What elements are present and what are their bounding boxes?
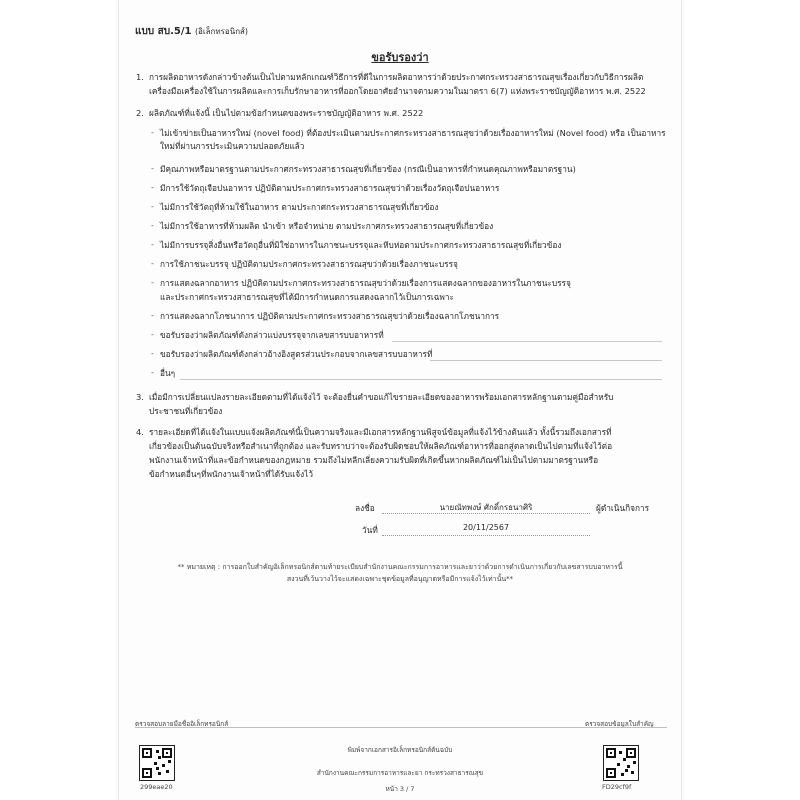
sign-date: 20/11/2567 <box>382 523 590 536</box>
form-number-text: แบบ สบ.5/1 <box>135 26 192 37</box>
item2-number: 2. <box>136 108 144 118</box>
bullet-dash: - <box>151 330 154 339</box>
item3-line1: เมื่อมีการเปลี่ยนแปลงรายละเอียดตามที่ได้แจ้งไว้ จะต้องยื่นคำขอแก้ไขรายละเอียดของอาหารพร้อมเอกสารหลักฐานตามคู่มือสำหรับ <box>149 392 614 402</box>
bullet-8-line2: และประกาศกระทรวงสาธารณสุขที่ได้มีการกำหนดการแสดงฉลากไว้เป็นการเฉพาะ <box>160 292 454 302</box>
item4-number: 4. <box>136 427 144 437</box>
note-line1: ** หมายเหตุ : การออกใบสำคัญอิเล็กทรอนิกส์ตามท้ายระเบียบสำนักงานคณะกรรมการอาหารและยาว่าด้วยการดำเนินการเกี่ยวกับเลขสารบบอาหารนี้ <box>177 563 623 571</box>
bullet-dash: - <box>151 368 154 377</box>
document-qr-code[interactable] <box>603 745 639 781</box>
bullet-dash: - <box>151 221 154 230</box>
bullet-dash: - <box>151 128 154 137</box>
footer-page-number: หน้า 3 / 7 <box>385 785 415 793</box>
note-line2: สงวนที่เว้นวางไว้จะแสดงเฉพาะชุดข้อมูลที่อนุญาตหรือมีการแจ้งไว้เท่านั้น** <box>286 575 514 583</box>
item4-line2: เกี่ยวข้องเป็นต้นฉบับจริงหรือสำเนาที่ถูกต้อง และรับทราบว่าจะต้องรับผิดชอบให้ผลิตภัณฑ์อาหารที่ออกสู่ตลาดเป็นไปตามที่แจ้งไว้ต่อ <box>149 441 613 451</box>
bullet-dash: - <box>151 202 154 211</box>
bullet-dash: - <box>151 349 154 358</box>
signer-name: นายณัทพงษ์ ศักดิ์กรธนาศิริ <box>382 501 590 514</box>
bullet-dash: - <box>151 259 154 268</box>
bullet-3: มีการใช้วัตถุเจือปนอาหาร ปฏิบัติตามประกาศกระทรวงสาธารณสุขว่าด้วยเรื่องวัตถุเจือปนอาหาร <box>160 183 500 193</box>
signature-qr-code-id: 299eae20 <box>140 783 173 791</box>
item4-line1: รายละเอียดที่ได้แจ้งในแบบแจ้งผลิตภัณฑ์นี้เป็นความจริงและมีเอกสารหลักฐานพิสูจน์ข้อมูลที่แจ้งไว้ข้างต้นแล้ว ทั้งนี้รวมถึงเอกสารที่ <box>149 427 612 437</box>
footer-divider <box>135 727 667 728</box>
item2-text: ผลิตภัณฑ์ที่แจ้งนี้ เป็นไปตามข้อกำหนดของพระราชบัญญัติอาหาร พ.ศ. 2522 <box>149 108 424 118</box>
bullet-2: มีคุณภาพหรือมาตรฐานตามประกาศกระทรวงสาธารณสุขที่เกี่ยวข้อง (กรณีเป็นอาหารที่กำหนดคุณภาพหรือมาตรฐาน) <box>160 164 576 174</box>
footer-agency: สำนักงานคณะกรรมการอาหารและยา กระทรวงสาธารณสุข <box>316 769 484 777</box>
bullet-4: ไม่มีการใช้วัตถุที่ห้ามใช้ในอาหาร ตามประกาศกระทรวงสาธารณสุขที่เกี่ยวข้อง <box>160 202 439 212</box>
bullet-5: ไม่มีการใช้อาหารที่ห้ามผลิต นำเข้า หรือจำหน่าย ตามประกาศกระทรวงสาธารณสุขที่เกี่ยวข้อง <box>160 221 494 231</box>
date-label: วันที่ <box>362 525 378 535</box>
page-title: ขอรับรองว่า <box>371 51 429 64</box>
footer-document-check-label: ตรวจสอบข้อมูลใบสำคัญ <box>585 720 654 728</box>
bullet-dash: - <box>151 164 154 173</box>
item3-line2: ประชาชนที่เกี่ยวข้อง <box>149 406 223 416</box>
other-blank-line <box>180 379 662 380</box>
bullet-12: อื่นๆ <box>160 368 176 378</box>
footer-signature-check-label: ตรวจสอบลายมือชื่ออิเล็กทรอนิกส์ <box>135 720 229 728</box>
bullet-dash: - <box>151 278 154 287</box>
signature-qr-code[interactable] <box>139 745 175 781</box>
item3-number: 3. <box>136 392 144 402</box>
bullet-1-line1: ไม่เข้าข่ายเป็นอาหารใหม่ (novel food) ที่ต้องประเมินตามประกาศกระทรวงสาธารณสุขว่าด้วยเรื่องอาหารใหม่ (Novel food) หรือ เป็นอาหาร <box>160 128 666 138</box>
form-number <box>135 24 248 39</box>
signer-role: ผู้ดำเนินกิจการ <box>596 503 650 513</box>
bullet-1-line2: ใหม่ที่ผ่านการประเมินความปลอดภัยแล้ว <box>160 141 305 151</box>
food-serial-blank-line <box>392 341 662 342</box>
bullet-dash: - <box>151 311 154 320</box>
bullet-7: การใช้ภาชนะบรรจุ ปฏิบัติตามประกาศกระทรวงสาธารณสุขว่าด้วยเรื่องภาชนะบรรจุ <box>160 259 458 269</box>
bullet-dash: - <box>151 240 154 249</box>
item1-line2: เครื่องมือเครื่องใช้ในการผลิตและการเก็บรักษาอาหารที่ออกโดยอาศัยอำนาจตามความในมาตรา 6(7) แห่งพระราชบัญญัติอาหาร พ.ศ. 2522 <box>149 86 646 96</box>
bullet-dash: - <box>151 183 154 192</box>
formula-serial-blank-line <box>430 360 662 361</box>
bullet-10: ขอรับรองว่าผลิตภัณฑ์ดังกล่าวแบ่งบรรจุจากเลขสารบบอาหารที่ <box>160 330 384 340</box>
form-number-sub: (อิเล็กทรอนิกส์) <box>194 27 249 36</box>
item4-line3: พนักงานเจ้าหน้าที่และข้อกำหนดของกฎหมาย รวมถึงไม่หลีกเลี่ยงความรับผิดที่เกิดขึ้นหากผลิตภัณฑ์ไม่เป็นไปตามมาตรฐานหรือ <box>149 455 599 465</box>
bullet-6: ไม่มีการบรรจุสิ่งอื่นหรือวัตถุอื่นที่มิใช่อาหารในภาชนะบรรจุและหีบห่อตามประกาศกระทรวงสาธารณสุขที่เกี่ยวข้อง <box>160 240 562 250</box>
bullet-9: การแสดงฉลากโภชนาการ ปฏิบัติตามประกาศกระทรวงสาธารณสุขว่าด้วยเรื่องฉลากโภชนาการ <box>160 311 500 321</box>
document-qr-code-id: FD29cf9f <box>602 783 632 791</box>
item4-line4: ข้อกำหนดอื่นๆที่พนักงานเจ้าหน้าที่ได้รับแจ้งไว้ <box>149 469 313 479</box>
item1-number: 1. <box>136 72 144 82</box>
sign-label: ลงชื่อ <box>355 503 375 513</box>
bullet-8-line1: การแสดงฉลากอาหาร ปฏิบัติตามประกาศกระทรวงสาธารณสุขว่าด้วยเรื่องการแสดงฉลากของอาหารในภาชนะบรรจุ <box>160 278 571 288</box>
footer-printed-from: พิมพ์จากเอกสารอิเล็กทรอนิกส์ต้นฉบับ <box>347 746 453 754</box>
bullet-11: ขอรับรองว่าผลิตภัณฑ์ดังกล่าวอ้างอิงสูตรส่วนประกอบจากเลขสารบบอาหารที่ <box>160 349 433 359</box>
item1-line1: การผลิตอาหารดังกล่าวข้างต้นเป็นไปตามหลักเกณฑ์วิธีการที่ดีในการผลิตอาหารว่าด้วยประกาศกระทรวงสาธารณสุขเรื่องเกี่ยวกับวิธีการผลิต <box>149 72 644 82</box>
